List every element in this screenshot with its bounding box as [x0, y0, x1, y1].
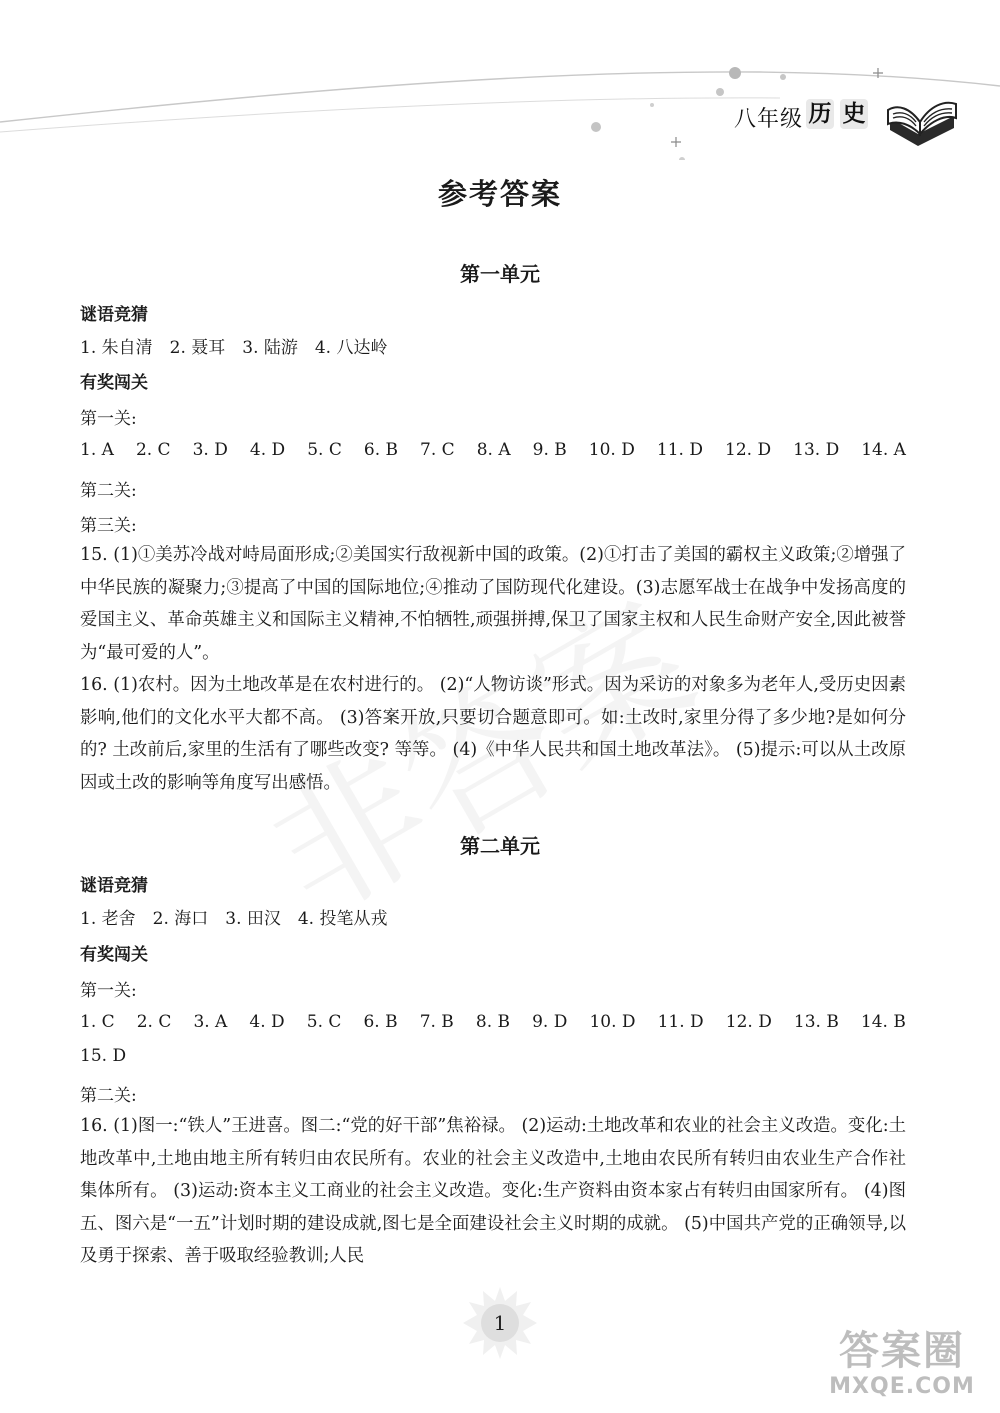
unit-2-question-16: 16. (1)图一:“铁人”王进喜。图二:“党的好干部”焦裕禄。 (2)运动:土地改革和农业的社会主义改造。变化:土地改革中,土地由地主所有转归由农民所有。农业的社会主义改造中,土地由农民所有转归由农业生产合作社集体所有。 (3)运动:资本主义工商业的社会主义改造。变化:生产资料由资本家占有转归由国家所有。 (4)图五、图六是“一五”计划时期的建设成就,图七是全面建设社会主义时期的成就。 (5)中国共产党的正确领导,以及勇于探索、善于吸取经验教训;人民 [80, 1116, 906, 1266]
subject-char-2: 史 [840, 99, 868, 129]
answer-item: 10. D [589, 1012, 636, 1032]
answer-item: 9. B [532, 440, 567, 460]
unit-2-quiz-title: 有奖闯关 [80, 945, 148, 965]
answer-item: 1. A [80, 440, 114, 460]
answer-item: 14. A [861, 440, 906, 460]
unit-2-level-1-label: 第一关: [80, 981, 137, 1001]
unit-2-riddle-title: 谜语竞猜 [80, 876, 148, 896]
page-title: 参考答案 [437, 177, 562, 211]
grade-label: 八年级 [734, 107, 804, 132]
unit-1-title: 第一单元 [460, 262, 540, 286]
unit-1-level-2-label: 第二关: [80, 481, 137, 501]
answer-item: 6. B [363, 1012, 398, 1032]
site-logo [812, 1328, 992, 1408]
answer-item: 6. B [363, 440, 398, 460]
answer-item: 13. B [793, 1012, 839, 1032]
unit-1-riddle-answers: 1. 朱自清 2. 聂耳 3. 陆游 4. 八达岭 [80, 338, 388, 358]
answer-item: 3. D [192, 440, 228, 460]
unit-1-question-16: 16. (1)农村。因为土地改革是在农村进行的。 (2)“人物访谈”形式。因为采访的对象多为老年人,受历史因素影响,他们的文化水平大都不高。 (3)答案开放,只要切合题意即可。如:土改时,家里分得了多少地?是如何分的? 土改前后,家里的生活有了哪些改变? 等等。 (4)《中华人民共和国土地改革法》。 (5)提示:可以从土改原因或土改的影响等角度写出感悟。 [80, 675, 906, 793]
answer-item: 5. C [307, 440, 342, 460]
answer-item: 7. B [419, 1012, 454, 1032]
answer-item: 11. D [657, 1012, 704, 1032]
answer-item: 10. D [588, 440, 635, 460]
unit-2-title: 第二单元 [460, 834, 540, 858]
unit-2-riddle-answers: 1. 老舍 2. 海口 3. 田汉 4. 投笔从戎 [80, 909, 388, 929]
unit-2-level-2-label: 第二关: [80, 1086, 137, 1106]
answer-item: 11. D [656, 440, 703, 460]
answer-item: 2. C [136, 1012, 172, 1032]
answer-item: 4. D [249, 1012, 285, 1032]
answer-item: 13. D [793, 440, 840, 460]
unit-2-level-1-extra: 15. D [80, 1046, 127, 1066]
subject-char-1: 历 [806, 99, 834, 129]
header-decoration [0, 0, 1000, 160]
answer-item: 8. A [476, 440, 511, 460]
answer-item: 3. A [193, 1012, 228, 1032]
unit-1-level-3-label: 第三关: [80, 516, 137, 536]
answer-item: 9. D [532, 1012, 568, 1032]
answer-item: 4. D [249, 440, 286, 460]
unit-2-level-1-answers [80, 1012, 906, 1032]
answer-item: 7. C [420, 440, 455, 460]
dot-icon [729, 67, 741, 79]
unit-1-level-1-answers [80, 440, 906, 460]
unit-1-quiz-title: 有奖闯关 [80, 373, 148, 393]
site-logo-top: 答案圈 [839, 1328, 965, 1374]
answer-item: 1. C [80, 1012, 115, 1032]
answer-item: 8. B [475, 1012, 511, 1032]
unit-1-riddle-title: 谜语竞猜 [80, 305, 148, 325]
answer-item: 5. C [306, 1012, 342, 1032]
unit-1-question-15: 15. (1)①美苏冷战对峙局面形成;②美国实行敌视新中国的政策。(2)①打击了美国的霸权主义政策;②增强了中华民族的凝聚力;③提高了中国的国际地位;④推动了国防现代化建设。(3)志愿军战士在战争中发扬高度的爱国主义、革命英雄主义和国际主义精神,不怕牺牲,顽强拼搏,保卫了国家主权和人民生命财产安全,因此被誉为“最可爱的人”。 [80, 545, 906, 663]
page-number: 1 [493, 1311, 507, 1335]
answer-item: 14. B [860, 1012, 906, 1032]
answer-item: 2. C [135, 440, 171, 460]
page-number-badge [462, 1285, 538, 1361]
answer-item: 12. D [725, 1012, 772, 1032]
open-book-icon [884, 96, 958, 148]
unit-1-level-1-label: 第一关: [80, 409, 137, 429]
site-logo-bottom: MXQE.COM [829, 1374, 975, 1399]
answer-item: 12. D [725, 440, 772, 460]
